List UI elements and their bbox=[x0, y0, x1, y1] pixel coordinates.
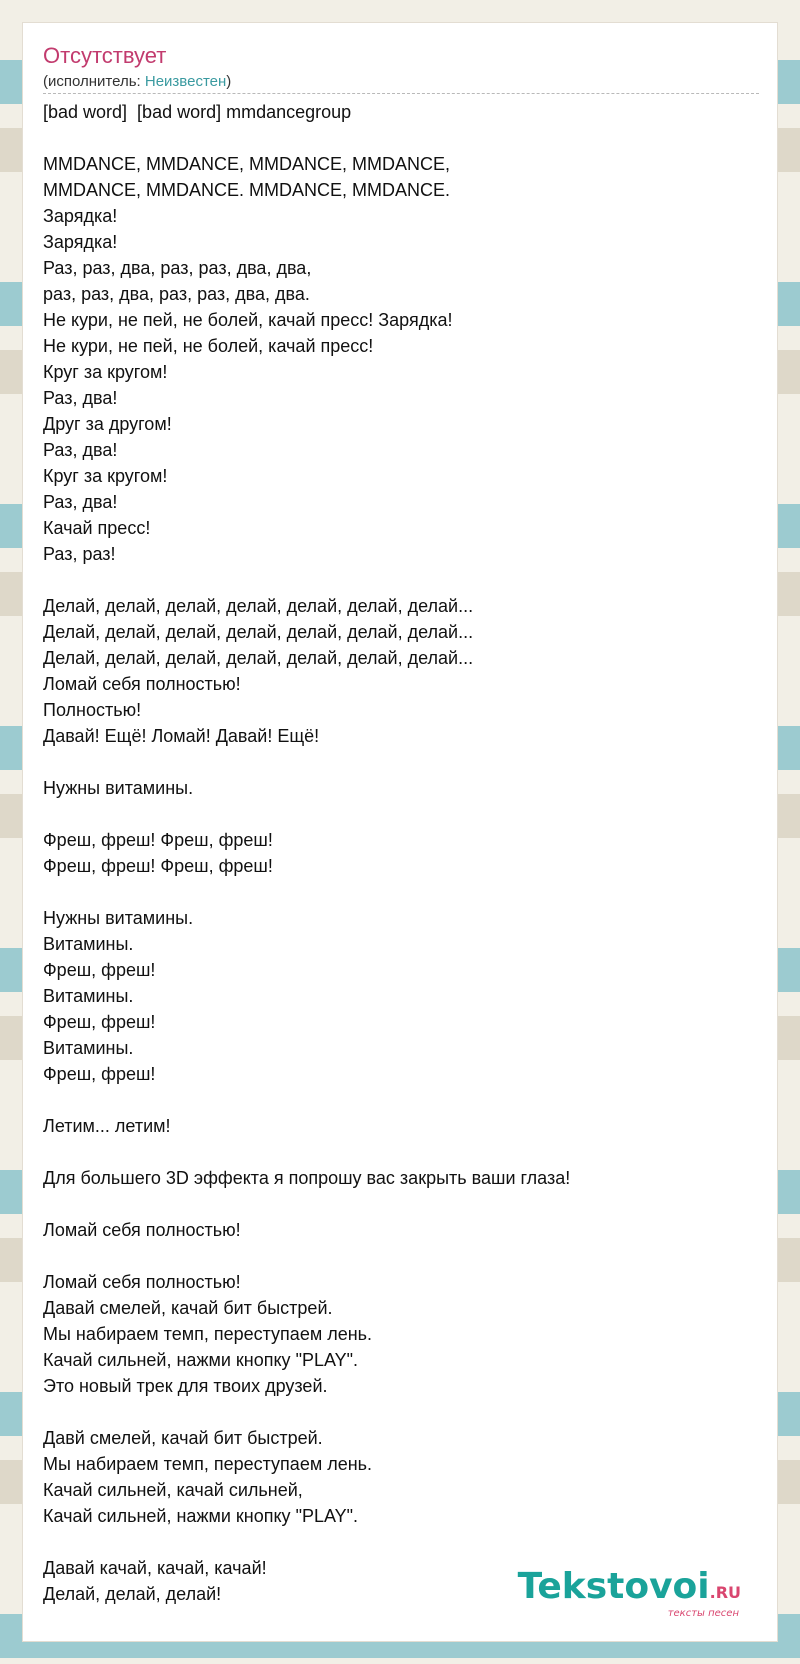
song-title: Отсутствует bbox=[43, 43, 167, 68]
logo-main-text: Tekstovoi bbox=[517, 1566, 710, 1607]
lyrics-text: [bad word] [bad word] mmdancegroup MMDANCE, MMDANCE, MMDANCE, MMDANCE, MMDANCE, MMDANCE. MMDANCE, MMDANCE. Зарядка! Зарядка! Раз, раз, два, раз, раз, два, два, раз, раз, два, раз, раз, два, два. Не кури, не пей, не болей, качай пресс! Зарядка! Не кури, не пей, не болей, качай пресс! Круг за кругом! Раз, два! Друг за другом! Раз, два! Круг за кругом! Раз, два! Качай пресс! Раз, раз! Делай, делай, делай, делай, делай, делай, делай... Делай, делай, делай, делай, делай, делай, делай... Делай, делай, делай, делай, делай, делай, делай... Ломай себя полностью! Полностью! Давай! Ещё! Ломай! Давай! Ещё! Нужны витамины. Фреш, фреш! Фреш, фреш! Фреш, фреш! Фреш, фреш! Нужны витамины. Витамины. Фреш, фреш! Витамины. Фреш, фреш! Витамины. Фреш, фреш! Летим... летим! Для большего 3D эффекта я попрошу вас закрыть ваши глаза! Ломай себя полностью! Ломай себя полностью! Давай смелей, качай бит быстрей. Мы набираем темп, переступаем лень. Качай сильней, нажми кнопку "PLAY". Это новый трек для твоих друзей. Давй смелей, качай бит быстрей. Мы набираем темп, переступаем лень. Качай сильней, качай сильней, Качай сильней, нажми кнопку "PLAY". Давай качай, качай, качай! Делай, делай, делай! bbox=[43, 102, 571, 1604]
header-divider bbox=[43, 93, 759, 94]
artist-suffix: ) bbox=[226, 73, 232, 90]
artist-line bbox=[43, 73, 231, 90]
artist-link[interactable]: Неизвестен bbox=[144, 73, 227, 90]
logo-wordmark bbox=[518, 1568, 741, 1612]
logo-tld: .RU bbox=[709, 1583, 741, 1602]
artist-prefix: (исполнитель: bbox=[43, 73, 145, 90]
logo-tagline: тексты песен bbox=[667, 1608, 739, 1619]
lyrics-card bbox=[22, 22, 778, 1642]
site-logo[interactable] bbox=[518, 1568, 741, 1619]
